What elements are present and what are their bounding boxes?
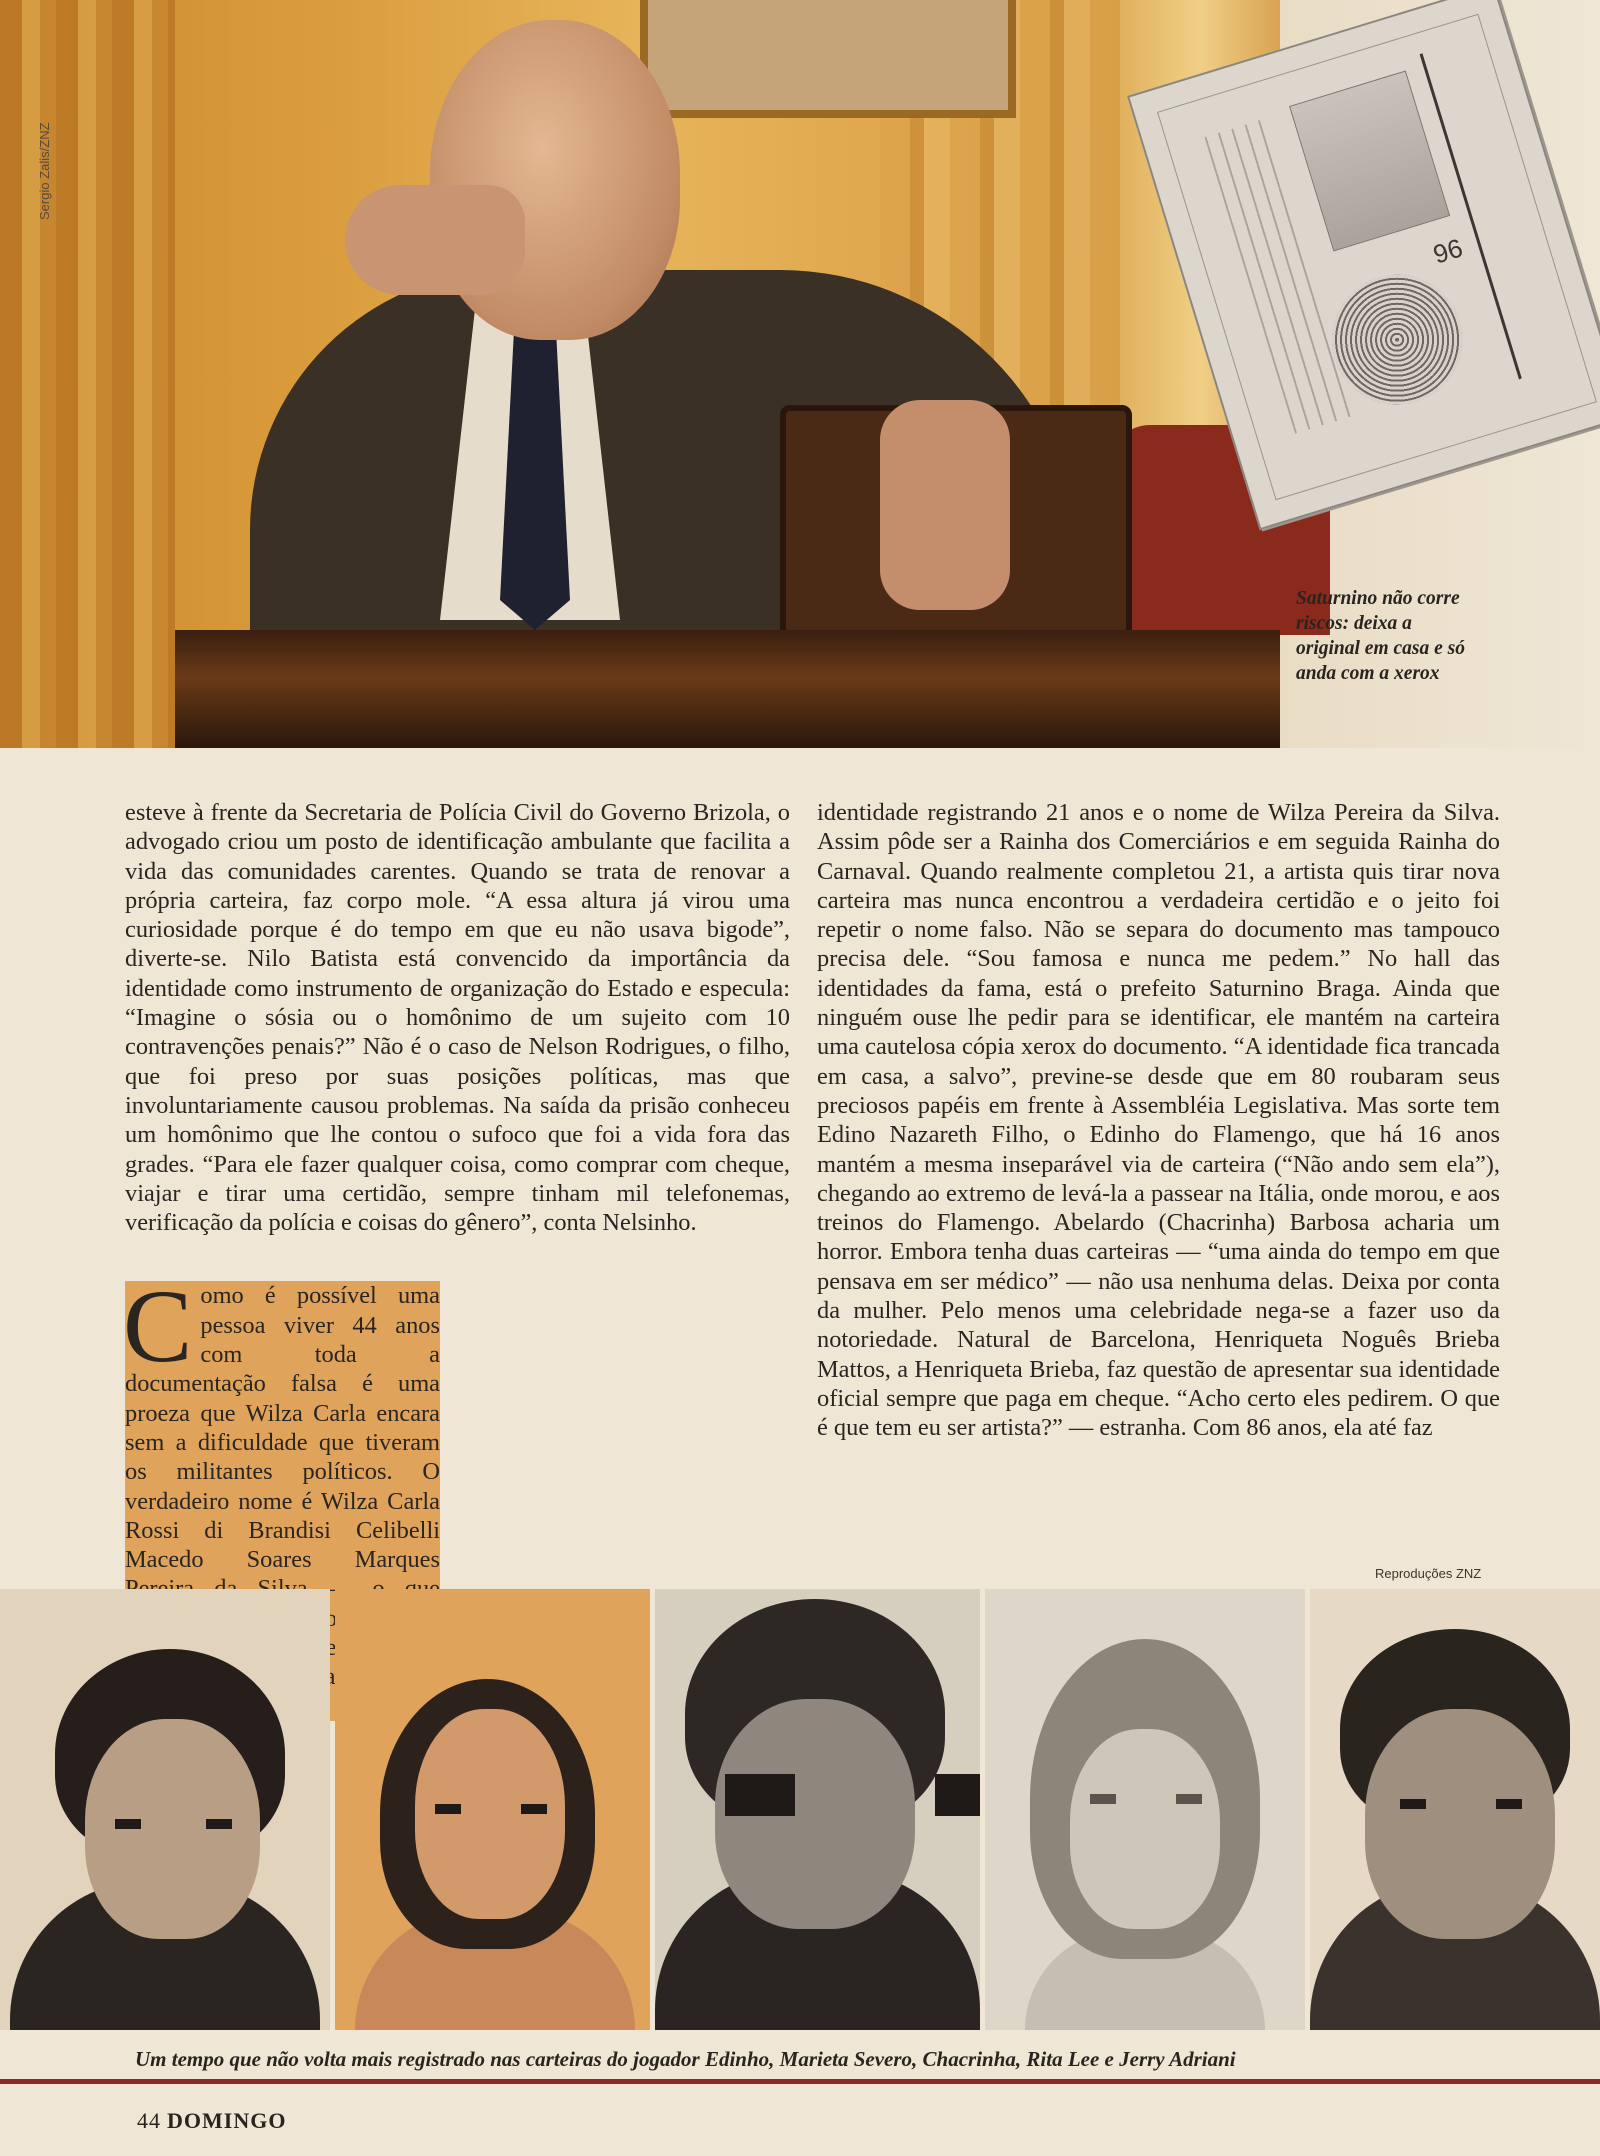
portrait-face <box>1365 1709 1555 1939</box>
desk-surface <box>175 630 1280 748</box>
portrait-face <box>85 1719 260 1939</box>
caption-top: Saturnino não corre riscos: deixa a original em casa e só anda com a xerox <box>1296 588 1465 684</box>
paragraph: esteve à frente da Secretaria de Polícia Civil do Governo Brizola, o advogado criou um posto de identificação ambulante que facilita a vida das comunidades carentes. Quando se trata de renovar a própria carteira, faz corpo mole. “A essa altura já virou uma curiosidade porque é do tempo em que eu não usava bigode”, diverte-se. Nilo Batista está convencido da importância da identidade como instrumento de organização do Estado e especula: “Imagine o sósia ou o homônimo de um sujeito com 10 contravenções penais?” Não é o caso de Nelson Rodrigues, o filho, que foi preso por suas posições políticas, mas que involuntariamente causou problemas. Na saída da prisão conheceu um homônimo que lhe contou o sufoco que foi a vida fora das grades. “Para ele fazer qualquer coisa, como comprar com cheque, viajar e tirar uma certidão, sempre tinham mil telefonemas, verificação da polícia e coisas do gênero”, conta Nelsinho. <box>125 799 790 1237</box>
painting-frame <box>640 0 1016 118</box>
id-photo-marieta-severo <box>335 1589 650 2030</box>
portrait-face <box>1070 1729 1220 1929</box>
glasses-icon <box>725 1774 980 1816</box>
id-photo-strip <box>0 1589 1600 2030</box>
paragraph-text: omo é possível uma pessoa viver 44 anos com toda a documentação falsa é uma proeza que Wilza Carla encara sem a dificuldade que tiveram os militantes políticos. O verdadeiro nome é Wilza Carla Rossi di Brandisi Celibelli Macedo Soares Marques <box>125 1282 440 1574</box>
page-number: 44 <box>137 2108 161 2133</box>
id-photo-chacrinha <box>655 1589 980 2030</box>
portrait-eyes <box>1400 1799 1522 1809</box>
page-footer <box>137 2108 286 2134</box>
portrait-eyes <box>435 1804 547 1814</box>
footer-rule <box>0 2079 1600 2084</box>
man-hand-chair <box>880 400 1010 610</box>
column-right <box>817 798 1500 1443</box>
photo-credit-bottom: Reproduções ZNZ <box>1375 1566 1482 1581</box>
paragraph: identidade registrando 21 anos e o nome de Wilza Pereira da Silva. Assim pôde ser a Rainha dos Comerciários e em seguida Rainha do Carnaval. Quando realmente completou 21, a artista quis tirar nova carteira mas nunca encontrou a verdadeira certidão e o jeito foi repetir o nome falso. Não se separa do documento mas tampouco precisa dele. “Sou famosa e nunca me pedem.” No hall das identidades da fama, está o prefeito Saturnino Braga. Ainda que ninguém ouse lhe pedir para se identificar, ele mantém na carteira uma cautelosa cópia xerox do documento. “A identidade fica trancada em casa, a salvo”, previne-se desde que em 80 roubaram seus preciosos papéis em frente à Assembléia Legislativa. Mas sorte tem Edino Nazareth Filho, o Edinho do Flamengo, que há 16 anos mantém a mesma inseparável via de carteira (“Não ando sem ela”), chegando ao extremo de levá-la a passear na Itália, onde morou, e aos treinos do Flamengo. Abelardo (Chacrinha) Barbosa acharia um horror. Embora tenha duas carteiras — “uma ainda do tempo em que pensava em ser médico” — não usa nenhuma delas. Deixa por conta da mulher. Pelo menos uma celebridade nega-se a fazer uso da notoriedade. Natural de Barcelona, Henriqueta Noguês Brieba Mattos, a Henriqueta Brieba, faz questão de apresentar sua identidade oficial sempre que paga em cheque. “Acho certo eles pedirem. O que é que tem eu ser artista?” — estranha. Com 86 anos, ela até faz <box>817 799 1500 1442</box>
caption-bottom: Um tempo que não volta mais registrado nas carteiras do jogador Edinho, Marieta Severo, Chacrinha, Rita Lee e Jerry Adriani <box>135 2047 1236 2071</box>
portrait-eyes <box>115 1819 232 1829</box>
id-card-number: 96 <box>1429 232 1467 270</box>
curtain-left <box>0 0 175 748</box>
portrait-eyes <box>1090 1794 1202 1804</box>
id-photo-edinho <box>0 1589 330 2030</box>
column-left <box>125 798 790 1721</box>
portrait-face <box>415 1709 565 1919</box>
photo-credit-top: Sergio Zalis/ZNZ <box>37 122 52 220</box>
man-hand-chin <box>345 185 525 295</box>
id-photo-jerry-adriani <box>1310 1589 1600 2030</box>
magazine-name: DOMINGO <box>167 2108 287 2133</box>
id-photo-rita-lee <box>985 1589 1305 2030</box>
drop-cap: C <box>123 1269 193 1385</box>
